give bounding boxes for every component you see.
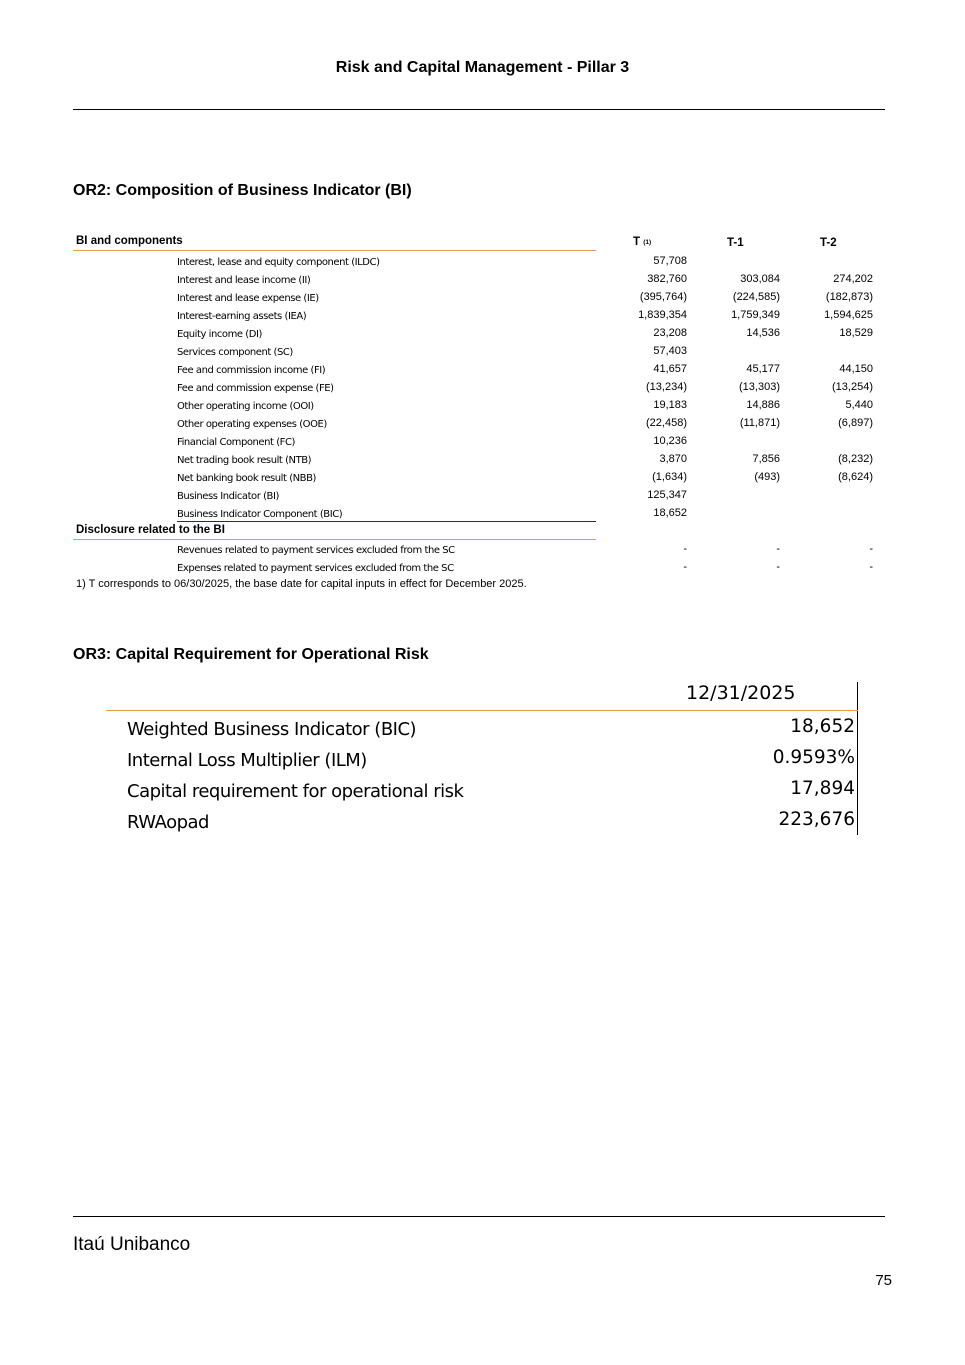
value-t1: - — [776, 561, 780, 573]
table-row — [0, 308, 965, 326]
col-header-t — [633, 236, 651, 248]
or2-header-label: BI and components — [76, 235, 183, 247]
page-header-title: Risk and Capital Management - Pillar 3 — [335, 59, 630, 76]
row-label: Other operating expenses (OOE) — [177, 419, 327, 430]
value-t2: 5,440 — [845, 399, 873, 411]
value-t2: (8,624) — [838, 471, 873, 483]
value-t: - — [683, 561, 687, 573]
disclosure-underline — [73, 539, 596, 540]
value-t: 23,208 — [653, 327, 687, 339]
table-row — [0, 362, 965, 380]
row-label: Interest-earning assets (IEA) — [177, 311, 307, 322]
header-rule — [73, 109, 885, 110]
value-t2: (6,897) — [838, 417, 873, 429]
or3-right-border-top — [857, 682, 858, 710]
row-label: Internal Loss Multiplier (ILM) — [127, 750, 367, 771]
value-t2: - — [869, 543, 873, 555]
value-t1: 45,177 — [746, 363, 780, 375]
table-row — [0, 416, 965, 434]
row-label: Expenses related to payment services excluded from the SC — [177, 563, 454, 574]
table-row — [0, 542, 965, 560]
row-label: Services component (SC) — [177, 347, 293, 358]
table-row — [0, 775, 965, 806]
value-t2: 44,150 — [839, 363, 873, 375]
value-t: 3,870 — [659, 453, 687, 465]
or3-title: OR3: Capital Requirement for Operational Risk — [73, 646, 429, 663]
value-t2: (13,254) — [832, 381, 873, 393]
table-row — [0, 380, 965, 398]
row-label: Business Indicator Component (BIC) — [177, 509, 343, 520]
value-t: 1,839,354 — [638, 309, 687, 321]
table-row — [0, 713, 965, 744]
value-t1: 7,856 — [752, 453, 780, 465]
value-t: (13,234) — [646, 381, 687, 393]
table-row — [0, 326, 965, 344]
table-row — [0, 452, 965, 470]
row-label: Fee and commission income (FI) — [177, 365, 326, 376]
value-t: 382,760 — [647, 273, 687, 285]
value-t1: (224,585) — [732, 291, 780, 303]
or3-header-underline — [106, 710, 858, 711]
value-t2: (8,232) — [838, 453, 873, 465]
table-row — [0, 560, 965, 578]
value-t: 10,236 — [653, 435, 687, 447]
value-t2: 1,594,625 — [824, 309, 873, 321]
row-label: Interest and lease income (II) — [177, 275, 311, 286]
table-row — [0, 488, 965, 506]
value-t2: 274,202 — [833, 273, 873, 285]
value-t2: - — [869, 561, 873, 573]
footer-company: Itaú Unibanco — [73, 1234, 191, 1255]
table-row — [0, 272, 965, 290]
table-row — [0, 398, 965, 416]
table-row — [0, 806, 965, 837]
row-label: Financial Component (FC) — [177, 437, 295, 448]
or3-date: 12/31/2025 — [686, 682, 796, 704]
row-value: 18,652 — [790, 716, 855, 737]
col-header-t-note: (1) — [643, 239, 652, 246]
row-label: Interest, lease and equity component (ILDC) — [177, 257, 380, 268]
value-t1: 303,084 — [740, 273, 780, 285]
value-t1: (13,303) — [739, 381, 780, 393]
value-t: 18,652 — [653, 507, 687, 519]
value-t1: (493) — [754, 471, 780, 483]
row-value: 223,676 — [778, 809, 855, 830]
row-value: 0.9593% — [772, 747, 855, 768]
table-row — [0, 344, 965, 362]
disclosure-label: Disclosure related to the BI — [76, 524, 225, 536]
col-header-t-label: T — [633, 236, 641, 248]
row-value: 17,894 — [790, 778, 855, 799]
value-t1: 1,759,349 — [731, 309, 780, 321]
value-t1: 14,886 — [746, 399, 780, 411]
col-header-t2: T-2 — [820, 237, 837, 249]
table-row — [0, 254, 965, 272]
value-t2: (182,873) — [825, 291, 873, 303]
col-header-t1: T-1 — [727, 237, 744, 249]
row-label: Equity income (DI) — [177, 329, 262, 340]
value-t: 19,183 — [653, 399, 687, 411]
value-t1: 14,536 — [746, 327, 780, 339]
row-label: Fee and commission expense (FE) — [177, 383, 334, 394]
row-label: Net trading book result (NTB) — [177, 455, 312, 466]
value-t2: 18,529 — [839, 327, 873, 339]
or2-header-underline — [73, 250, 596, 251]
value-t: (22,458) — [646, 417, 687, 429]
row-label: RWAopad — [127, 812, 209, 833]
value-t1: - — [776, 543, 780, 555]
value-t: (1,634) — [652, 471, 687, 483]
or2-footnote: 1) T corresponds to 06/30/2025, the base date for capital inputs in effect for December 2025. — [76, 578, 527, 590]
value-t: 125,347 — [647, 489, 687, 501]
value-t: 41,657 — [653, 363, 687, 375]
table-row — [0, 470, 965, 488]
table-row — [0, 290, 965, 308]
value-t: (395,764) — [639, 291, 687, 303]
row-label: Business Indicator (BI) — [177, 491, 279, 502]
footer-rule — [73, 1216, 885, 1217]
row-label: Interest and lease expense (IE) — [177, 293, 319, 304]
value-t: 57,708 — [653, 255, 687, 267]
table-row — [0, 434, 965, 452]
table-row — [0, 744, 965, 775]
or2-title: OR2: Composition of Business Indicator (BI) — [73, 182, 412, 199]
row-label: Weighted Business Indicator (BIC) — [127, 719, 417, 740]
value-t: - — [683, 543, 687, 555]
value-t1: (11,871) — [739, 417, 780, 429]
row-label: Net banking book result (NBB) — [177, 473, 316, 484]
value-t: 57,403 — [653, 345, 687, 357]
bic-underline — [177, 521, 596, 522]
row-label: Capital requirement for operational risk — [127, 781, 464, 802]
page-number: 75 — [875, 1272, 892, 1289]
row-label: Other operating income (OOI) — [177, 401, 314, 412]
row-label: Revenues related to payment services excluded from the SC — [177, 545, 455, 556]
